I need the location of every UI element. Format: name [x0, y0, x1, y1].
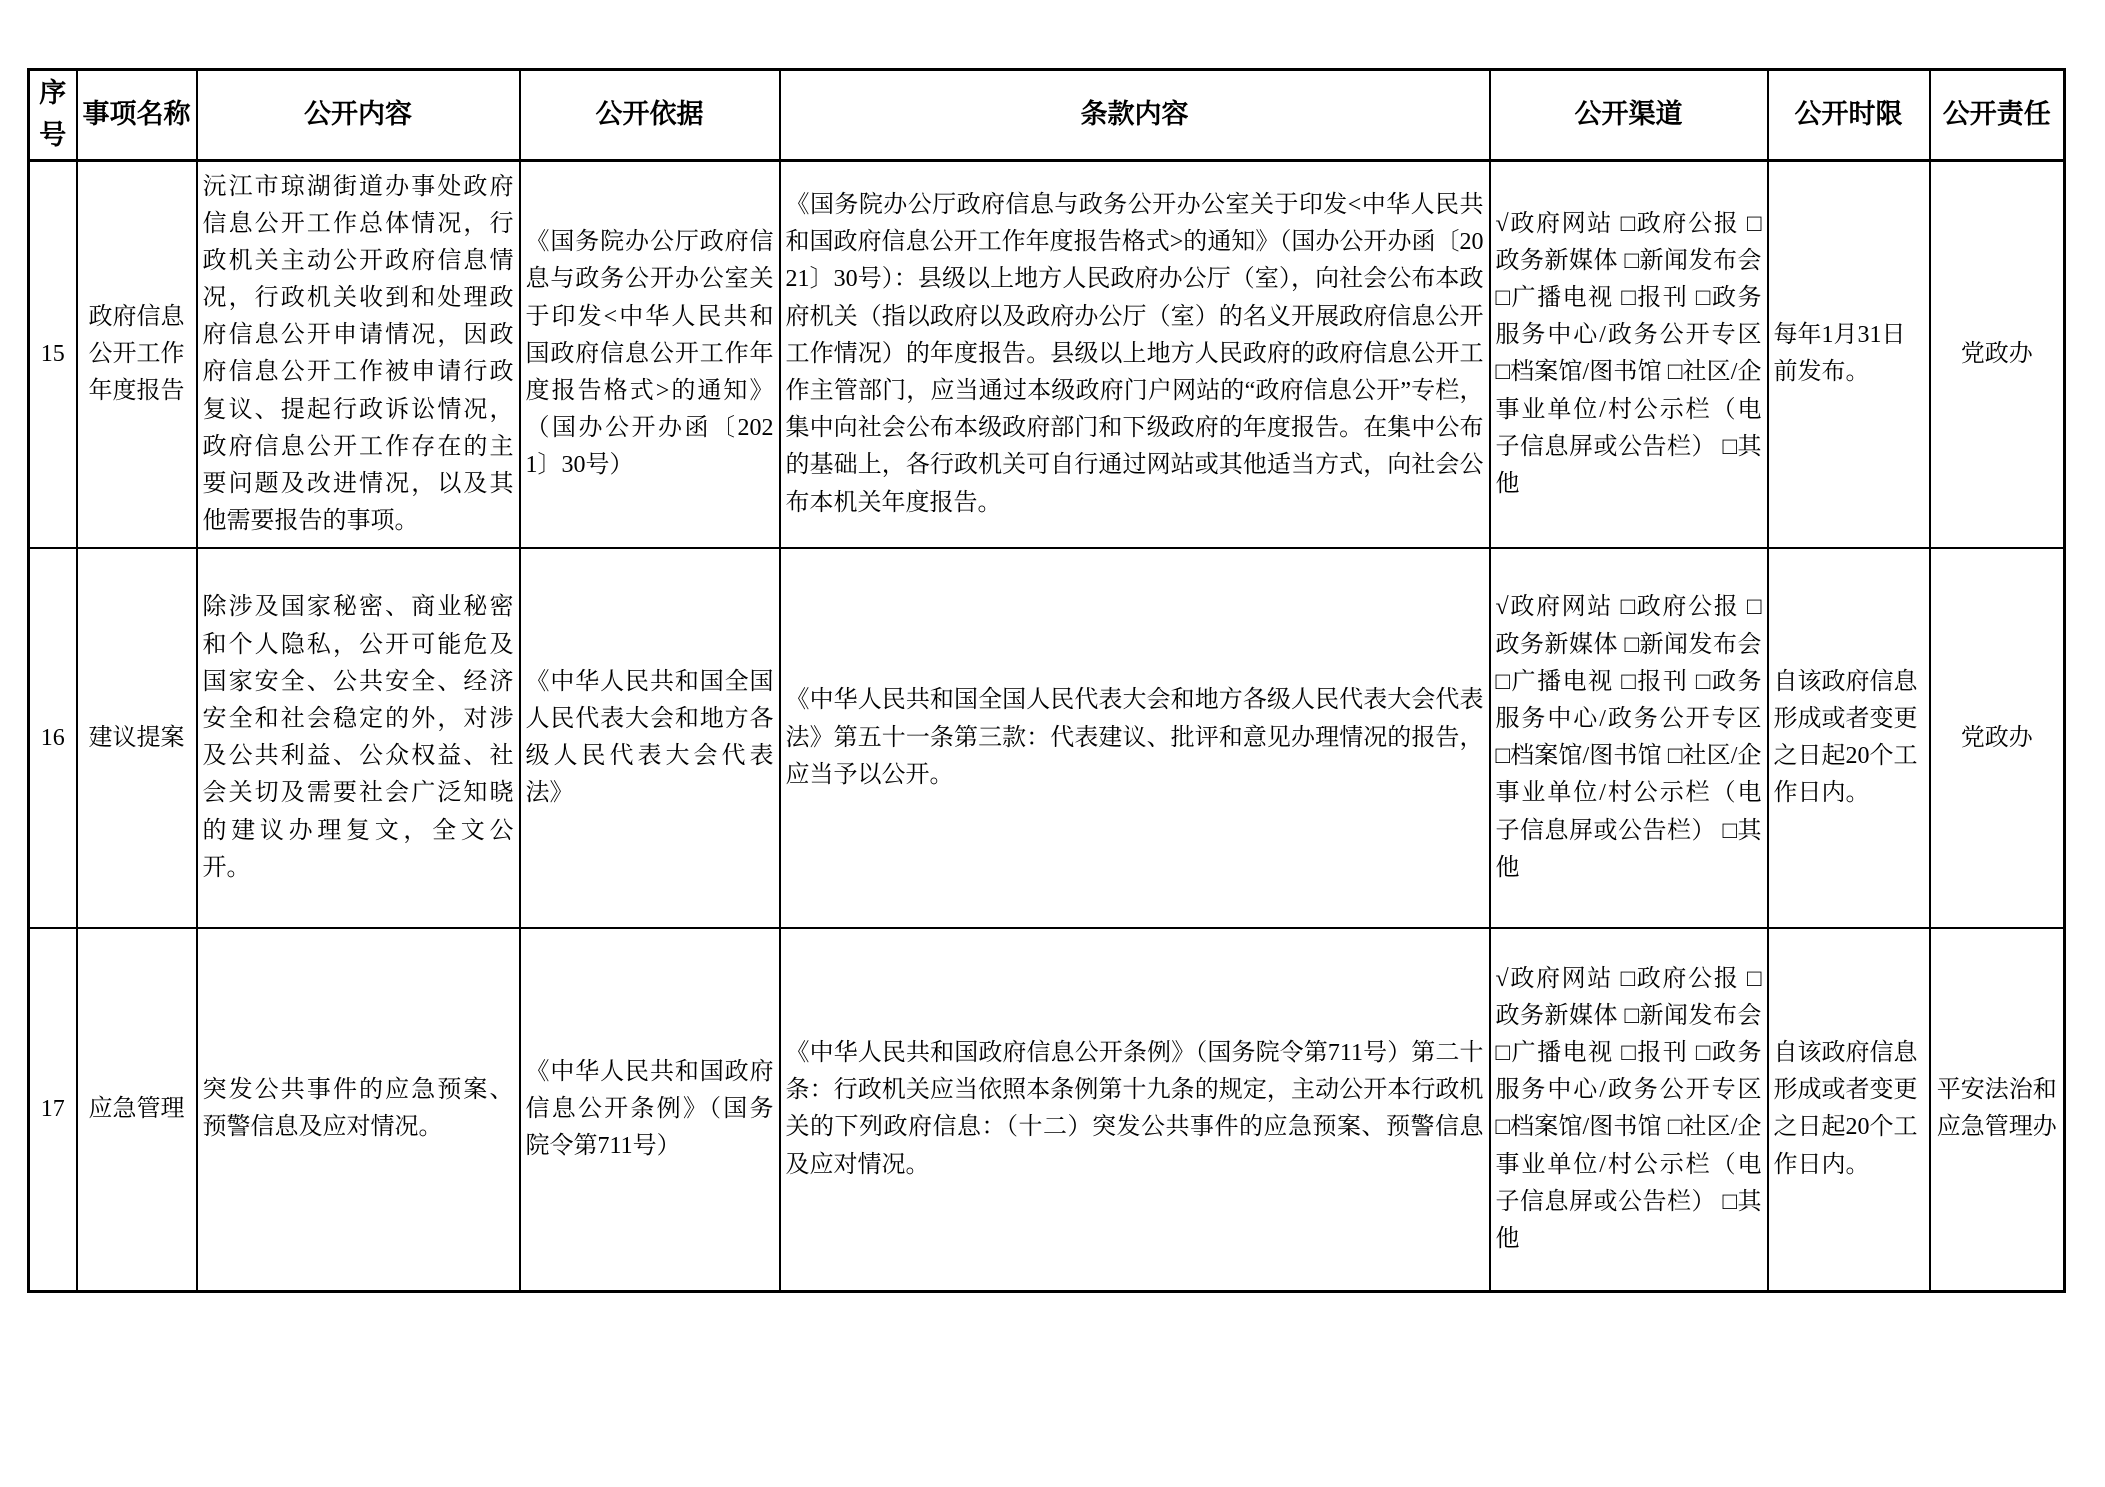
header-row	[29, 70, 2065, 161]
cell-content: 沅江市琼湖街道办事处政府信息公开工作总体情况，行政机关主动公开政府信息情况，行政机关收到和处理政府信息公开申请情况，因政府信息公开工作被申请行政复议、提起行政诉讼情况，政府信息公开工作存在的主要问题及改进情况，以及其他需要报告的事项。	[197, 160, 520, 548]
cell-content: 除涉及国家秘密、商业秘密和个人隐私，公开可能危及国家安全、公共安全、经济安全和社会稳定的外，对涉及公共利益、公众权益、社会关切及需要社会广泛知晓的建议办理复文，全文公开。	[197, 548, 520, 928]
cell-responsibility: 平安法治和应急管理办	[1930, 928, 2065, 1291]
header-time-limit: 公开时限	[1768, 70, 1930, 161]
cell-item-name: 应急管理	[77, 928, 197, 1291]
cell-content: 突发公共事件的应急预案、预警信息及应对情况。	[197, 928, 520, 1291]
header-clause: 条款内容	[780, 70, 1490, 161]
table-row	[29, 548, 2065, 928]
header-basis: 公开依据	[520, 70, 780, 161]
cell-clause: 《国务院办公厅政府信息与政务公开办公室关于印发<中华人民共和国政府信息公开工作年度报告格式>的通知》（国办公开办函〔2021〕30号）：县级以上地方人民政府办公厅（室），向社会公布本政府机关（指以政府以及政府办公厅（室）的名义开展政府信息公开工作情况）的年度报告。县级以上地方人民政府的政府信息公开工作主管部门，应当通过本级政府门户网站的“政府信息公开”专栏，集中向社会公布本级政府部门和下级政府的年度报告。在集中公布的基础上，各行政机关可自行通过网站或其他适当方式，向社会公布本机关年度报告。	[780, 160, 1490, 548]
cell-channel: √政府网站 □政府公报 □政务新媒体 □新闻发布会 □广播电视 □报刊 □政务服务中心/政务公开专区 □档案馆/图书馆 □社区/企事业单位/村公示栏（电子信息屏或公告栏） □其他	[1490, 160, 1768, 548]
disclosure-table	[27, 68, 2066, 1293]
cell-time-limit: 自该政府信息形成或者变更之日起20个工作日内。	[1768, 928, 1930, 1291]
cell-basis: 《中华人民共和国政府信息公开条例》（国务院令第711号）	[520, 928, 780, 1291]
cell-channel: √政府网站 □政府公报 □政务新媒体 □新闻发布会 □广播电视 □报刊 □政务服务中心/政务公开专区 □档案馆/图书馆 □社区/企事业单位/村公示栏（电子信息屏或公告栏） □其他	[1490, 928, 1768, 1291]
cell-item-name: 政府信息公开工作年度报告	[77, 160, 197, 548]
header-content: 公开内容	[197, 70, 520, 161]
cell-clause: 《中华人民共和国政府信息公开条例》（国务院令第711号）第二十条：行政机关应当依照本条例第十九条的规定，主动公开本行政机关的下列政府信息：（十二）突发公共事件的应急预案、预警信息及应对情况。	[780, 928, 1490, 1291]
cell-clause: 《中华人民共和国全国人民代表大会和地方各级人民代表大会代表法》第五十一条第三款：代表建议、批评和意见办理情况的报告，应当予以公开。	[780, 548, 1490, 928]
header-responsibility: 公开责任	[1930, 70, 2065, 161]
cell-responsibility: 党政办	[1930, 160, 2065, 548]
cell-no: 15	[29, 160, 77, 548]
cell-channel: √政府网站 □政府公报 □政务新媒体 □新闻发布会 □广播电视 □报刊 □政务服务中心/政务公开专区 □档案馆/图书馆 □社区/企事业单位/村公示栏（电子信息屏或公告栏） □其他	[1490, 548, 1768, 928]
header-no: 序号	[29, 70, 77, 161]
cell-time-limit: 每年1月31日前发布。	[1768, 160, 1930, 548]
cell-no: 17	[29, 928, 77, 1291]
table-row	[29, 928, 2065, 1291]
cell-responsibility: 党政办	[1930, 548, 2065, 928]
cell-time-limit: 自该政府信息形成或者变更之日起20个工作日内。	[1768, 548, 1930, 928]
header-channel: 公开渠道	[1490, 70, 1768, 161]
cell-basis: 《国务院办公厅政府信息与政务公开办公室关于印发<中华人民共和国政府信息公开工作年度报告格式>的通知》（国办公开办函〔2021〕30号）	[520, 160, 780, 548]
cell-no: 16	[29, 548, 77, 928]
cell-basis: 《中华人民共和国全国人民代表大会和地方各级人民代表大会代表法》	[520, 548, 780, 928]
header-item-name: 事项名称	[77, 70, 197, 161]
table-row	[29, 160, 2065, 548]
cell-item-name: 建议提案	[77, 548, 197, 928]
